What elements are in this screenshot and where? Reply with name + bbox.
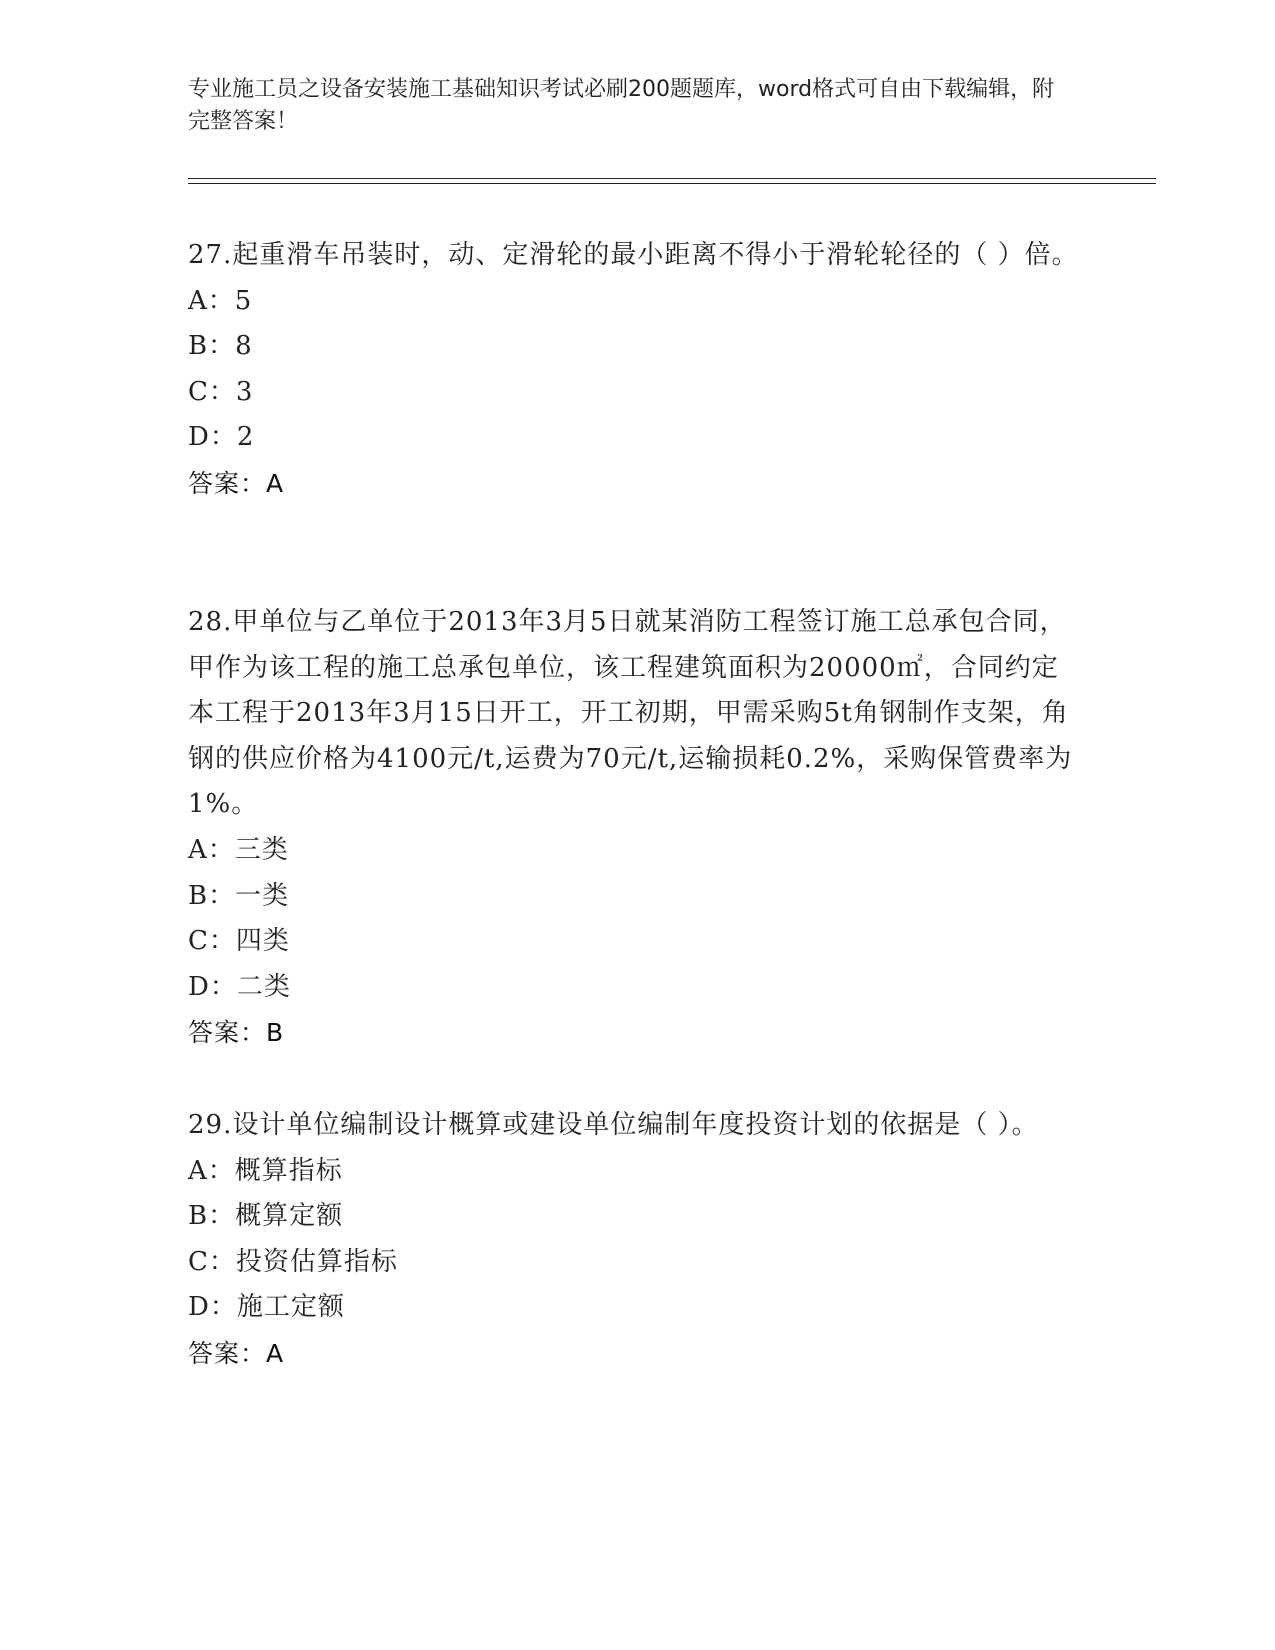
option-b: B：8 — [188, 331, 253, 362]
question-27 — [188, 233, 1083, 507]
answer: 答案：B — [188, 1018, 285, 1048]
question-stem: 27.起重滑车吊装时，动、定滑轮的最小距离不得小于滑轮轮径的（ ）倍。 — [188, 240, 1079, 270]
option-a: A：三类 — [188, 834, 289, 865]
document-header: 专业施工员之设备安装施工基础知识考试必刷200题题库，word格式可自由下载编辑，附完整答案！ — [188, 77, 1055, 134]
option-a: A：5 — [188, 285, 253, 316]
answer: 答案：A — [188, 468, 285, 498]
option-b: B：一类 — [188, 880, 290, 911]
option-b: B：概算定额 — [188, 1201, 344, 1232]
option-c: C：四类 — [188, 926, 290, 957]
question-28 — [188, 600, 1083, 1056]
answer: 答案：A — [188, 1338, 285, 1368]
option-d: D：2 — [188, 422, 255, 453]
option-c: C：投资估算指标 — [188, 1246, 398, 1277]
option-a: A：概算指标 — [188, 1155, 343, 1186]
question-stem: 28.甲单位与乙单位于2013年3月5日就某消防工程签订施工总承包合同，甲作为该工程的施工总承包单位，该工程建筑面积为20000㎡，合同约定本工程于2013年3月15日开工，开工初期，甲需采购5t角钢制作支架，角钢的供应价格为4100元/t,运费为70元/t,运输损耗0.2%，采购保管费率为1%。 — [188, 607, 1073, 820]
question-29 — [188, 1103, 1083, 1377]
option-c: C：3 — [188, 376, 254, 407]
option-d: D：二类 — [188, 971, 291, 1002]
question-stem: 29.设计单位编制设计概算或建设单位编制年度投资计划的依据是（ ）。 — [188, 1110, 1039, 1140]
header-divider — [188, 178, 1156, 184]
option-d: D：施工定额 — [188, 1292, 345, 1323]
